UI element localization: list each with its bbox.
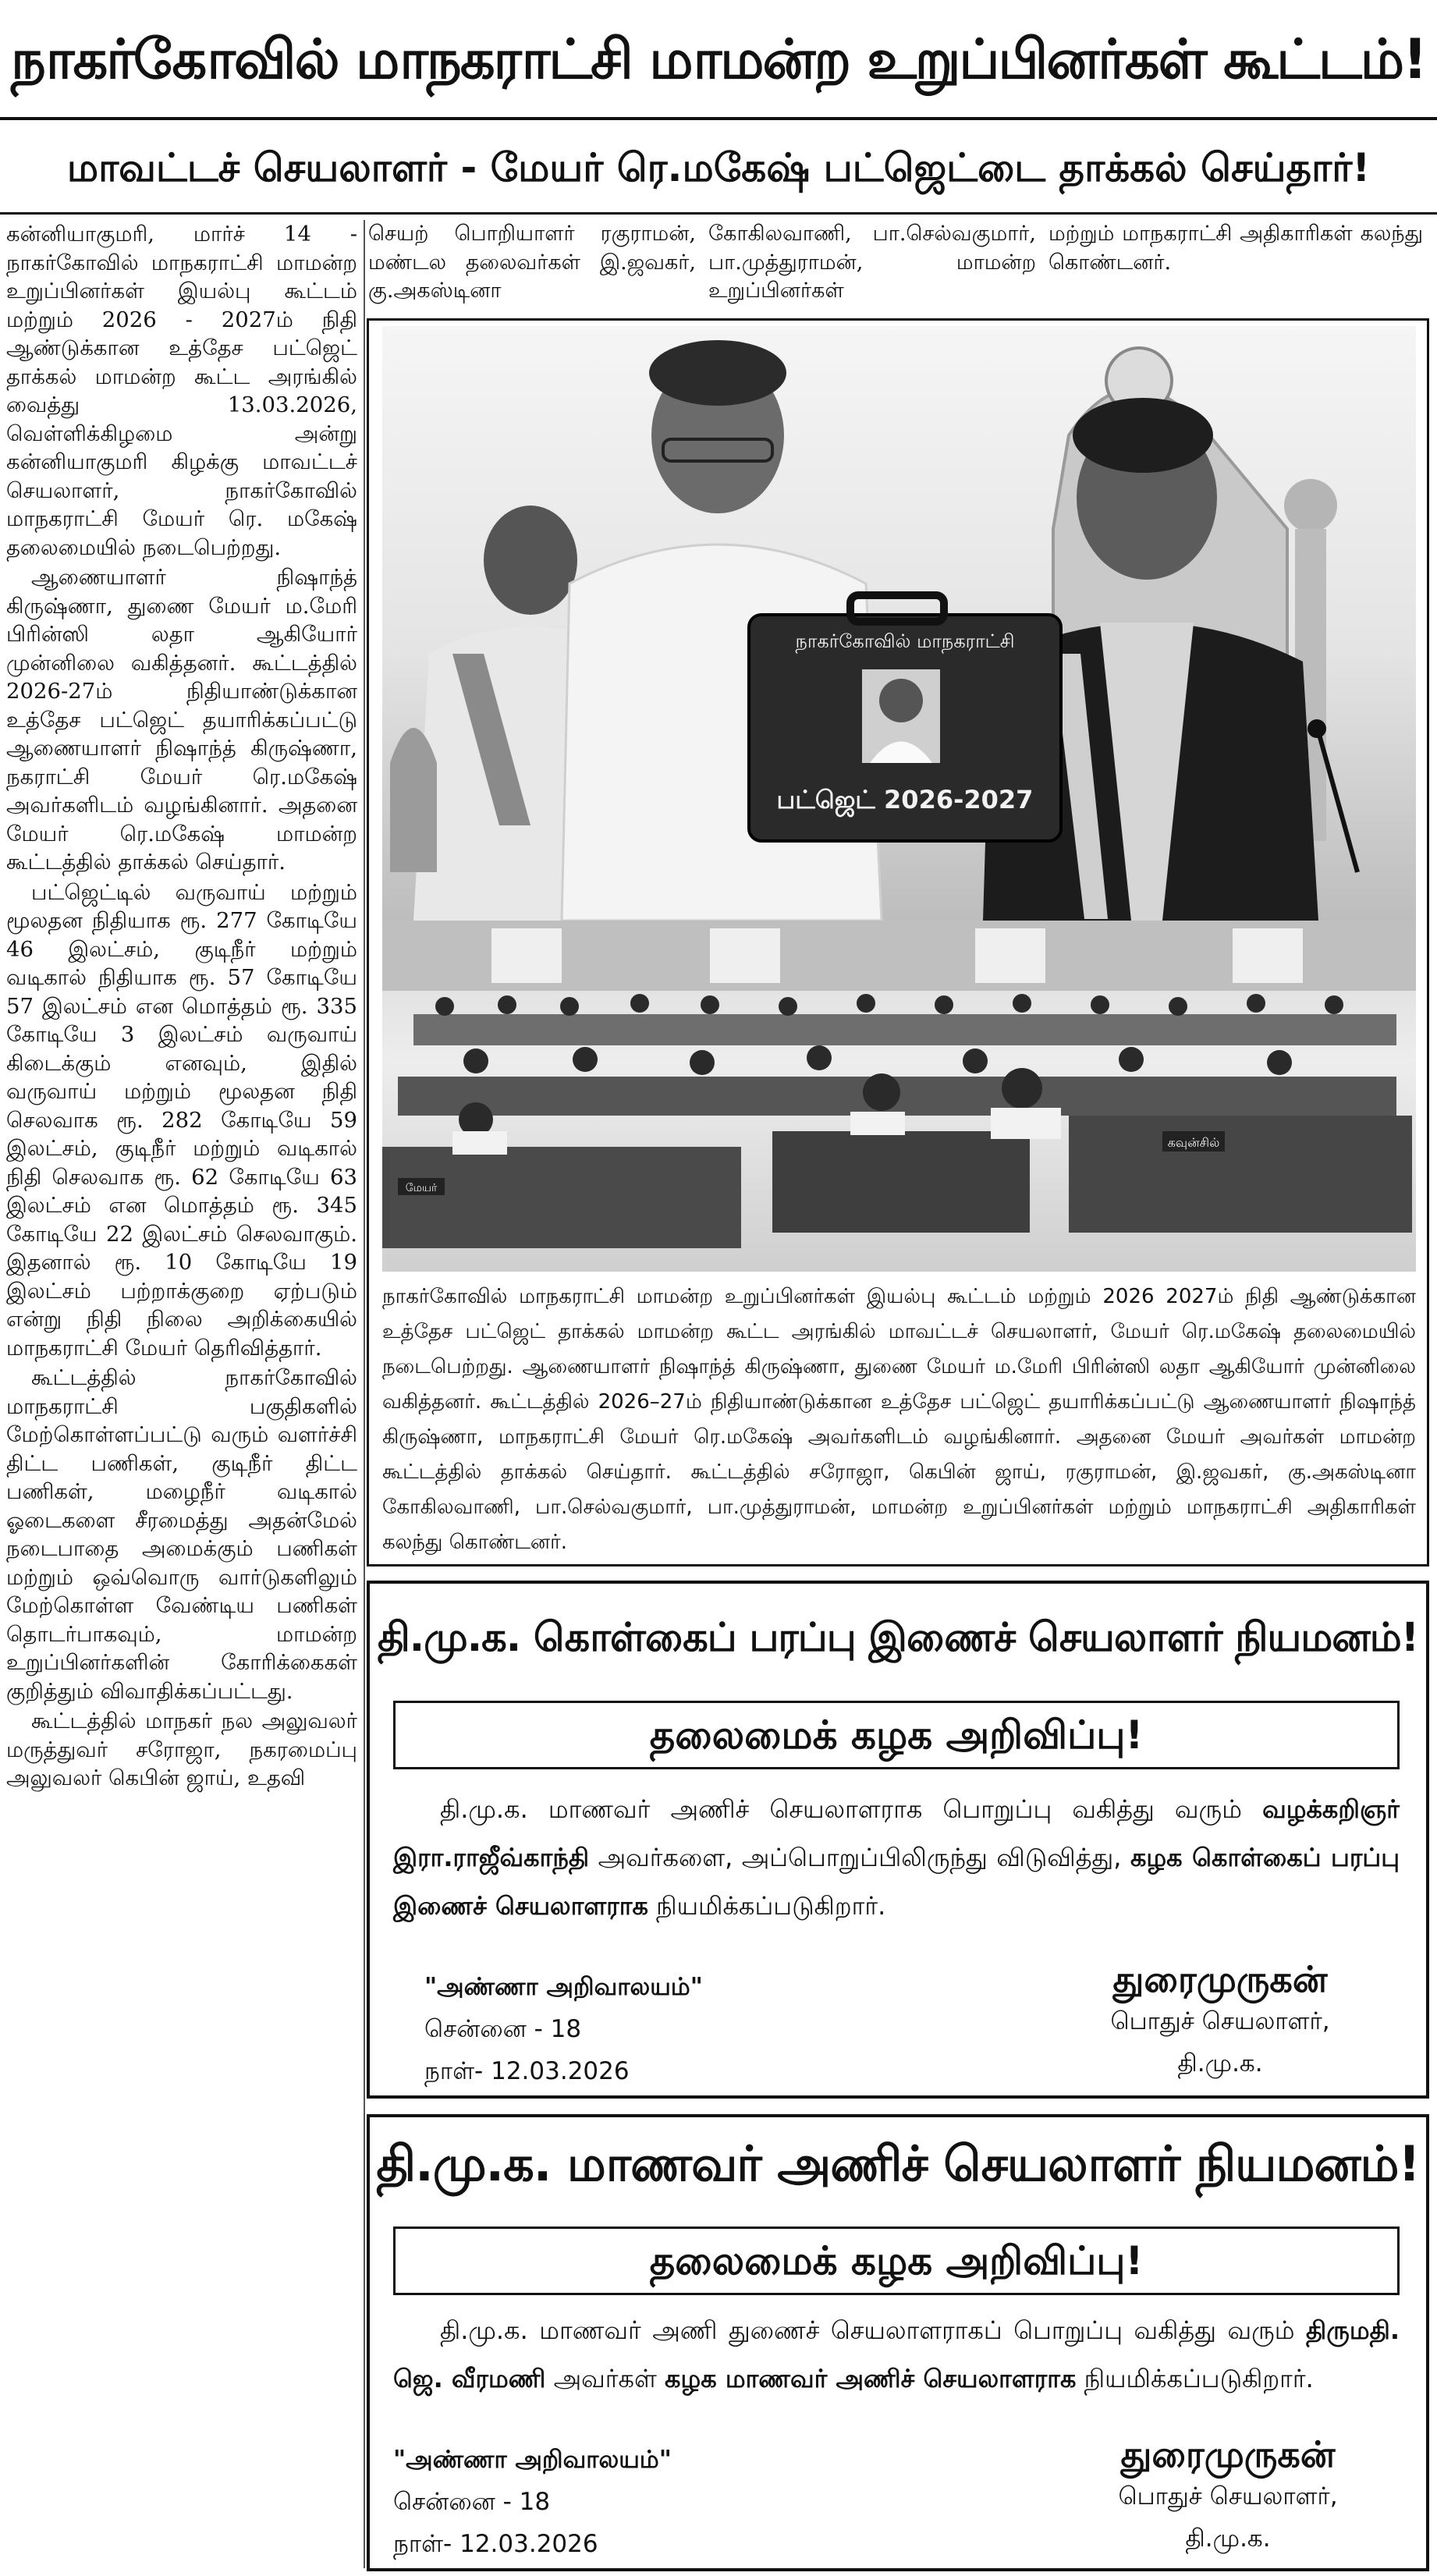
notice-signature-block [1064, 1958, 1376, 2085]
notice-place: "அண்ணா அறிவாலயம்" [393, 2446, 672, 2474]
notice-title: தி.மு.க. கொள்கைப் பரப்பு இணைச் செயலாளர் நியமனம்! [377, 1615, 1418, 1661]
notice-body-text: தி.மு.க. மாணவர் அணி துணைச் செயலாளராகப் பொறுப்பு வகித்து வரும் [440, 2315, 1306, 2345]
notice-box-student-wing-secretary [367, 2114, 1429, 2571]
column-divider [364, 220, 365, 2568]
notice-appointee: திருமதி. ஜெ. வீரமணி [393, 2315, 1400, 2393]
notice-signature-block [1072, 2433, 1384, 2560]
page-headline: நாகர்கோவில் மாநகராட்சி மாமன்ற உறுப்பினர்கள் கூட்டம்! [11, 27, 1426, 91]
notice-role: கழக மாணவர் அணிச் செயலாளராக [664, 2364, 1077, 2393]
notice-place-block [393, 2439, 672, 2565]
article-top-column-3: மற்றும் மாநகராட்சி அதிகாரிகள் கலந்து கொண்டனர். [1048, 222, 1423, 275]
page-subheadline: மாவட்டச் செயலாளர் - மேயர் ரெ.மகேஷ் பட்ஜெட்டை தாக்கல் செய்தார்! [66, 145, 1371, 190]
photo-caption: நாகர்கோவில் மாநகராட்சி மாமன்ற உறுப்பினர்கள் இயல்பு கூட்டம் மற்றும் 2026 2027ம் நிதி ஆண்டுக்கான உத்தேச பட்ஜெட் தாக்கல் மாமன்ற கூட்ட அரங்கில் மாவட்டச் செயலாளர், மேயர் ரெ.மகேஷ் தலைமையில் நடைபெற்றது. ஆணையாளர் நிஷாந்த் கிருஷ்ணா, துணை மேயர் ம.மேரி பிரின்ஸி லதா ஆகியோர் முன்னிலை வகித்தனர். கூட்டத்தில் 2026–27ம் நிதியாண்டுக்கான உத்தேச பட்ஜெட் தயாரிக்கப்பட்டு ஆணையாளர் நிஷாந்த் கிருஷ்ணா, மாநகராட்சி மேயர் ரெ.மகேஷ் அவர்களிடம் வழங்கினார். அதனை மேயர் அவர்கள் மாமன்ற கூட்டத்தில் தாக்கல் செய்தார். கூட்டத்தில் சரோஜா, கெபின் ஜாய், ரகுராமன், இ.ஜவகர், கு.அகஸ்டினா கோகிலவாணி, பா.செல்வகுமார், பா.முத்துராமன், மாமன்ற உறுப்பினர்கள் மற்றும் மாநகராட்சி அதிகாரிகள் கலந்து கொண்டனர். [382, 1285, 1416, 1554]
notice-appointee: வழக்கறிஞர் இரா.ராஜீவ்காந்தி [393, 1794, 1400, 1872]
council-hall-illustration [382, 921, 1416, 1272]
article-paragraph: கூட்டத்தில் நாகர்கோவில் மாநகராட்சி பகுதிகளில் மேற்கொள்ளப்பட்டு வரும் வளர்ச்சி திட்ட பணிகள், குடிநீர் திட்ட பணிகள், மழைநீர் வடிகால் ஓடைகளை சீரமைத்து அதன்மேல் நடைபாதை அமைக்கும் பணிகள் மற்றும் ஒவ்வொரு வார்டுகளிலும் மேற்கொள்ள வேண்டிய பணிகள் தொடர்பாகவும், மாமன்ற உறுப்பினர்களின் கோரிக்கைகள் குறித்தும் விவாதிக்கப்பட்டது. [6, 1365, 357, 1704]
signatory-title: பொதுச் செயலாளர், [1118, 2482, 1338, 2510]
notice-title: தி.மு.க. மாணவர் அணிச் செயலாளர் நியமனம்! [376, 2135, 1420, 2192]
desk-nameplate: கவுன்சில் [1167, 1135, 1220, 1150]
article-paragraph: பட்ஜெட்டில் வருவாய் மற்றும் மூலதன நிதியாக ரூ. 277 கோடியே 46 இலட்சம், குடிநீர் மற்றும் வடிகால் நிதியாக ரூ. 57 கோடியே 57 இலட்சம் என மொத்தம் ரூ. 335 கோடியே 3 இலட்சம் வருவாய் கிடைக்கும் எனவும், இதில் வருவாய் மற்றும் மூலதன நிதி செலவாக ரூ. 282 கோடியே 59 இலட்சம், குடிநீர் மற்றும் வடிகால் நிதி செலவாக ரூ. 62 கோடியே 63 இலட்சம் என மொத்தம் ரூ. 345 கோடியே 22 இலட்சம் செலவாகும். இதனால் ரூ. 10 கோடியே 19 இலட்சம் பற்றாக்குறை ஏற்படும் என்று நிதி நிலை அறிக்கையில் மாநகராட்சி மேயர் தெரிவித்தார். [6, 879, 357, 1361]
photo-council-hall [382, 921, 1416, 1272]
notice-box-propaganda-secretary [367, 1581, 1429, 2099]
briefcase-label-top: நாகர்கோவில் மாநகராட்சி [795, 630, 1015, 652]
notice-date: நாள்- 12.03.2026 [424, 2057, 630, 2085]
article-paragraph: ஆணையாளர் நிஷாந்த் கிருஷ்ணா, துணை மேயர் ம.மேரி பிரின்ஸி லதா ஆகியோர் முன்னிலை வகித்தனர். கூட்டத்தில் 2026-27ம் நிதியாண்டுக்கான உத்தேச பட்ஜெட் தயாரிக்கப்பட்டு ஆணையாளர் நிஷாந்த் கிருஷ்ணா, நகராட்சி மேயர் ரெ.மகேஷ் அவர்களிடம் வழங்கினார். அதனை மேயர் ரெ.மகேஷ் மாமன்ற கூட்டத்தில் தாக்கல் செய்தார். [6, 565, 357, 875]
notice-body-text: நியமிக்கப்படுகிறார். [1076, 2364, 1314, 2393]
photo-budget-handover [382, 326, 1416, 921]
briefcase-label-bottom: பட்ஜெட் 2026-2027 [776, 785, 1034, 814]
article-top-column-1: செயற் பொறியாளர் ரகுராமன், மண்டல தலைவர்கள் இ.ஜவகர், கு.அகஸ்டினா [368, 222, 696, 303]
notice-body [393, 1785, 1400, 1980]
budget-handover-illustration [382, 326, 1416, 921]
article-paragraph: கூட்டத்தில் மாநகர் நல அலுவலர் மருத்துவர் சரோஜா, நகரமைப்பு அலுவலர் கெபின் ஜாய், உதவி [6, 1708, 357, 1790]
article-left-column [6, 220, 357, 2568]
article-top-column-2: கோகிலவாணி, பா.செல்வகுமார், பா.முத்துராமன், மாமன்ற உறுப்பினர்கள் [708, 222, 1036, 303]
signatory-org: தி.மு.க. [1185, 2525, 1271, 2553]
notice-city: சென்னை - 18 [424, 2015, 582, 2043]
signatory-title: பொதுச் செயலாளர், [1110, 2007, 1330, 2035]
headline-divider [0, 117, 1437, 120]
notice-date: நாள்- 12.03.2026 [393, 2530, 598, 2558]
signatory-org: தி.மு.க. [1177, 2049, 1263, 2077]
subheadline-divider [0, 212, 1437, 215]
notice-body-text: அவர்களை, அப்பொறுப்பிலிருந்து விடுவித்து, [589, 1843, 1130, 1872]
signatory-name: துரைமுருகன் [1120, 2433, 1336, 2475]
notice-city: சென்னை - 18 [393, 2488, 551, 2516]
desk-nameplate: மேயர் [405, 1182, 438, 1194]
notice-role: கழக கொள்கைப் பரப்பு இணைச் செயலாளராக [393, 1843, 1400, 1921]
notice-place-block [424, 1966, 703, 2092]
notice-body-text: தி.மு.க. மாணவர் அணிச் செயலாளராக பொறுப்பு வகித்து வரும் [440, 1794, 1263, 1824]
notice-place: "அண்ணா அறிவாலயம்" [424, 1973, 703, 2001]
notice-banner: தலைமைக் கழக அறிவிப்பு! [393, 1701, 1400, 1769]
notice-body-text: அவர்கள் [545, 2364, 665, 2393]
article-paragraph: கன்னியாகுமரி, மார்ச் 14 - நாகர்கோவில் மாநகராட்சி மாமன்ற உறுப்பினர்கள் இயல்பு கூட்டம் மற்றும் 2026 - 2027ம் நிதி ஆண்டுக்கான உத்தேச பட்ஜெட் தாக்கல் மாமன்ற கூட்ட அரங்கில் வைத்து 13.03.2026, வெள்ளிக்கிழமை அன்று கன்னியாகுமரி கிழக்கு மாவட்டச் செயலாளர், நாகர்கோவில் மாநகராட்சி மேயர் ரெ. மகேஷ் தலைமையில் நடைபெற்றது. [6, 222, 357, 560]
signatory-name: துரைமுருகன் [1112, 1958, 1328, 2000]
notice-banner: தலைமைக் கழக அறிவிப்பு! [393, 2227, 1400, 2295]
notice-body-text: நியமிக்கப்படுகிறார். [648, 1891, 886, 1921]
